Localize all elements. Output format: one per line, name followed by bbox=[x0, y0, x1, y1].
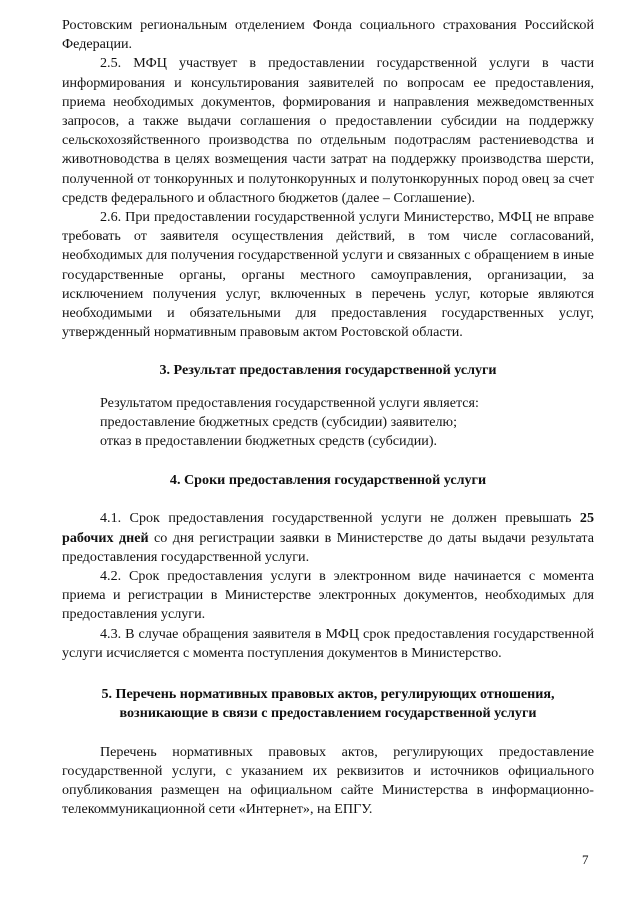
paragraph-4-1-end: со дня регистрации заявки в Министерстве до даты выдачи результата предоставления государственной услуги. bbox=[62, 529, 594, 565]
page-number: 7 bbox=[582, 852, 589, 867]
result-item-refusal: отказ в предоставлении бюджетных средств (субсидии). bbox=[100, 433, 438, 450]
paragraph-2-5: 2.5. МФЦ участвует в предоставлении государственной услуги в части информирования и консультирования заявителей по вопросам ее предоставления, приема необходимых документов, формирования и направления межведомственных запросов, а также выдачи соглашения о предоставлении субсидии на поддержку сельскохозяйственного производства по отдельным подотраслям растениеводства и животноводства в целях возмещения части затрат на поддержку производства шерсти, полученной от тонкорунных и полутонкорунных и полутонкорунных пород овец за счет средств федерального и областного бюджетов (далее – Соглашение). bbox=[62, 55, 594, 206]
paragraph-2-6: 2.6. При предоставлении государственной услуги Министерство, МФЦ не вправе требовать от заявителя осуществления действий, в том числе согласований, необходимых для получения государственной услуги и связанных с обращением в иные государственные органы, органы местного самоуправления, организации, за исключением получения услуг, включенных в перечень услуг, которые являются необходимыми и обязательными для предоставления государственных услуг, утвержденный нормативным правовым актом Ростовской области. bbox=[62, 209, 594, 341]
paragraph-4-1 bbox=[62, 509, 594, 567]
paragraph-4-1-term: 25 рабочих дней bbox=[62, 510, 594, 546]
section-4-heading: 4. Сроки предоставления государственной услуги bbox=[169, 472, 487, 489]
result-intro: Результатом предоставления государственной услуги является: bbox=[100, 394, 479, 411]
paragraph-4-2: 4.2. Срок предоставления услуги в электронном виде начинается с момента приема и регистрации в Министерстве электронных документов, необходимых для предоставления услуги. bbox=[62, 568, 594, 623]
result-item-grant: предоставление бюджетных средств (субсидии) заявителю; bbox=[100, 413, 457, 430]
paragraph-4-1-start: 4.1. Срок предоставления государственной услуги не должен превышать bbox=[100, 510, 580, 527]
section-5-heading-line-1: 5. Перечень нормативных правовых актов, регулирующих отношения, bbox=[101, 686, 555, 703]
document-page bbox=[62, 16, 594, 819]
paragraph-4-3: 4.3. В случае обращения заявителя в МФЦ срок предоставления государственной услуги исчисляется с момента поступления документов в Министерство. bbox=[62, 625, 594, 661]
section-5-paragraph: Перечень нормативных правовых актов, регулирующих предоставление государственной услуги, с указанием их реквизитов и источников официального опубликования размещен на официальном сайте Министерства в информационно-телекоммуникационной сети «Интернет», на ЕПГУ. bbox=[62, 743, 594, 818]
section-3-heading: 3. Результат предоставления государственной услуги bbox=[159, 362, 497, 379]
section-5-heading-line-2: возникающие в связи с предоставлением государственной услуги bbox=[119, 705, 537, 722]
carryover-paragraph: Ростовским региональным отделением Фонда социального страхования Российской Федерации. bbox=[62, 17, 594, 53]
